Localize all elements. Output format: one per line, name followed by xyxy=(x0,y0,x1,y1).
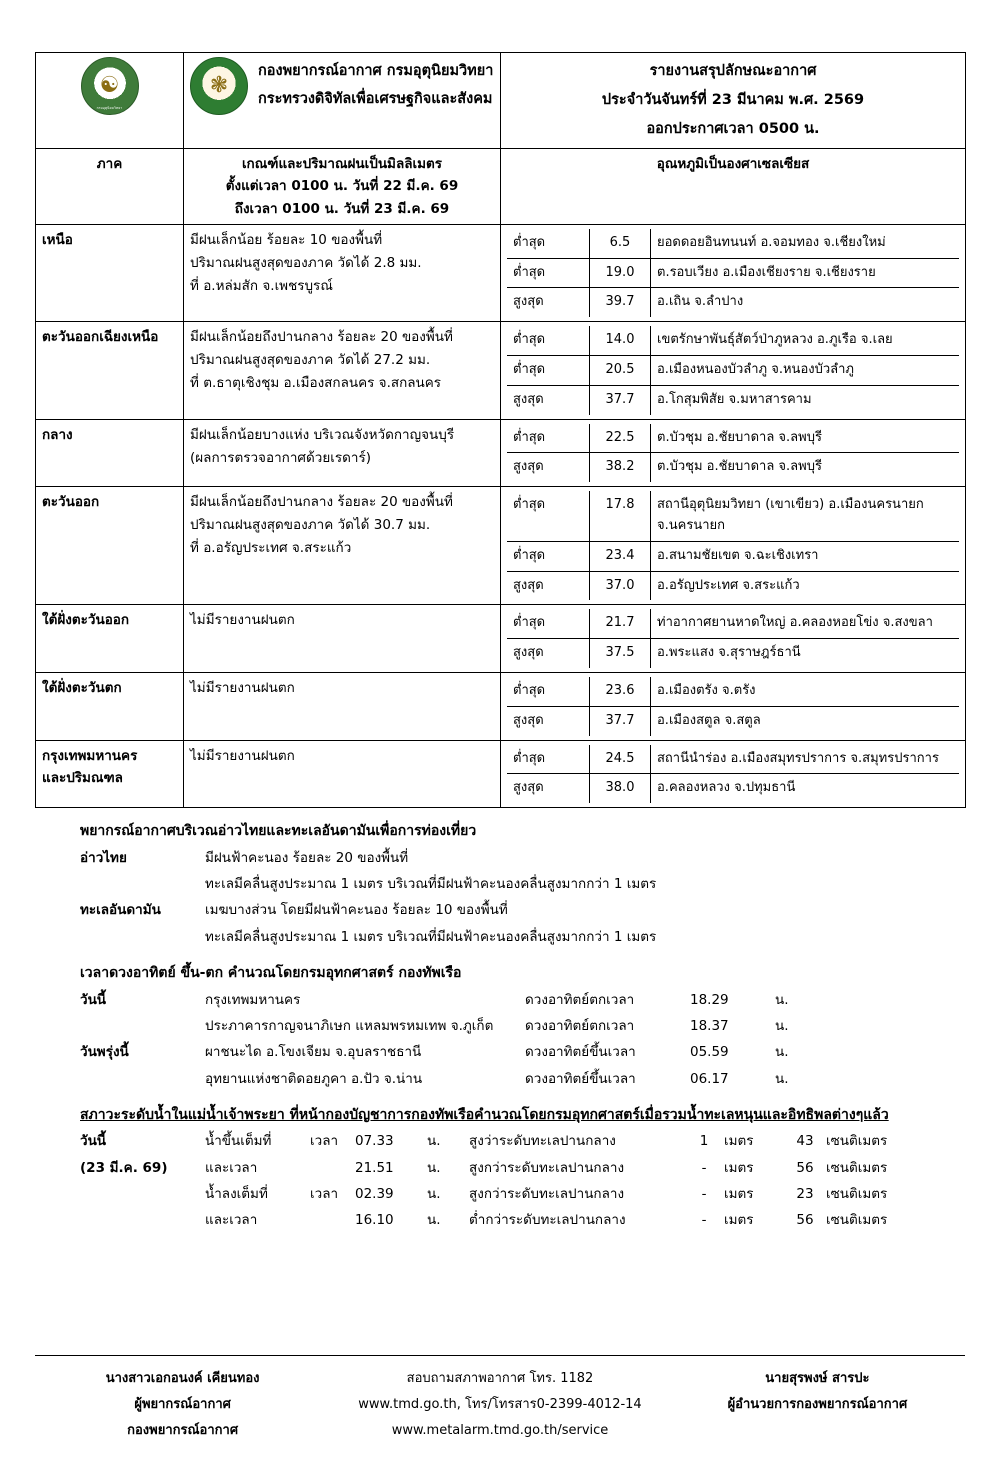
marine-item-andaman xyxy=(80,897,965,950)
footer-director-role: ผู้อำนวยการกองพยากรณ์อากาศ xyxy=(727,1397,908,1412)
temperature-row xyxy=(507,288,959,317)
tide-section xyxy=(80,1102,965,1234)
tide-rows xyxy=(80,1128,965,1233)
tide-comparison: สูงกว่าระดับทะเลปานกลาง xyxy=(469,1159,625,1176)
footer-service-link[interactable]: www.metalarm.tmd.go.th/service xyxy=(391,1423,609,1438)
tide-time-unit: น. xyxy=(427,1212,441,1229)
col-head-rain-l2: ตั้งแต่เวลา 0100 น. วันที่ 22 มี.ค. 69 xyxy=(225,178,459,195)
tide-event: น้ำลงเต็มที่ xyxy=(205,1186,268,1203)
sun-day-label xyxy=(80,1013,205,1039)
tide-day-label: (23 มี.ค. 69) xyxy=(80,1159,168,1176)
marine-andaman-line-1: เมฆบางส่วน โดยมีฝนฟ้าคะนอง ร้อยละ 10 ของพื้นที่ xyxy=(205,902,508,919)
temperature-value: 37.7 xyxy=(590,706,651,735)
footer-website[interactable]: www.tmd.go.th, โทร/โทรสาร0-2399-4012-14 xyxy=(358,1397,642,1412)
temperature-row xyxy=(507,424,959,453)
temperature-row xyxy=(507,385,959,414)
temperature-location: ต.รอบเวียง อ.เมืองเชียงราย จ.เชียงราย xyxy=(651,258,960,288)
sun-day-label: วันนี้ xyxy=(80,991,107,1008)
temperature-value: 37.7 xyxy=(590,385,651,414)
temperature-row xyxy=(507,326,959,355)
temperature-group xyxy=(501,672,966,740)
region-name: ตะวันออกเฉียงเหนือ xyxy=(36,322,184,419)
temperature-location: อ.คลองหลวง จ.ปทุมธานี xyxy=(651,774,960,803)
sun-row xyxy=(80,1066,965,1092)
temperature-row xyxy=(507,491,959,541)
footer-left xyxy=(35,1366,330,1444)
temperature-label: ต่ำสุด xyxy=(507,745,590,774)
tide-time: 16.10 xyxy=(355,1212,394,1229)
temperature-label: ต่ำสุด xyxy=(507,491,590,541)
temperature-value: 17.8 xyxy=(590,491,651,541)
marine-label-gulf: อ่าวไทย xyxy=(80,849,127,866)
tide-at-label xyxy=(310,1155,355,1181)
tide-day-label: วันนี้ xyxy=(80,1133,107,1150)
temperature-label: ต่ำสุด xyxy=(507,326,590,355)
footer-forecaster-name: นางสาวเอกอนงค์ เคียนทอง xyxy=(105,1371,260,1386)
temperature-value: 21.7 xyxy=(590,609,651,638)
sun-day-label xyxy=(80,1066,205,1092)
temperature-value: 38.2 xyxy=(590,453,651,482)
sun-row xyxy=(80,1013,965,1039)
col-head-region: ภาค xyxy=(36,149,184,225)
temperature-value: 6.5 xyxy=(590,229,651,258)
sun-row xyxy=(80,1039,965,1065)
temperature-row xyxy=(507,258,959,288)
rain-description: มีฝนเล็กน้อยถึงปานกลาง ร้อยละ 20 ของพื้นที่ ปริมาณฝนสูงสุดของภาค วัดได้ 30.7 มม. ที่ อ.อรัญประเทศ จ.สระแก้ว xyxy=(184,487,501,605)
temperature-value: 23.4 xyxy=(590,541,651,571)
marine-label-andaman: ทะเลอันดามัน xyxy=(80,902,161,919)
tide-meters-unit: เมตร xyxy=(724,1133,754,1150)
footer-right xyxy=(670,1366,965,1444)
tide-meters: 1 xyxy=(699,1133,709,1150)
temperature-value: 37.5 xyxy=(590,639,651,668)
ministry-seal-icon xyxy=(190,57,248,115)
footer-forecaster-dept: กองพยากรณ์อากาศ xyxy=(127,1423,239,1438)
table-row xyxy=(36,322,966,419)
tide-centimeters-unit: เซนติเมตร xyxy=(826,1186,888,1203)
temperature-label: สูงสุด xyxy=(507,639,590,668)
tide-time: 21.51 xyxy=(355,1159,394,1176)
temperature-label: สูงสุด xyxy=(507,706,590,735)
sun-time-unit: น. xyxy=(775,1070,789,1087)
temperature-location: สถานีนำร่อง อ.เมืองสมุทรปราการ จ.สมุทรปราการ xyxy=(651,745,960,774)
tide-time-unit: น. xyxy=(427,1186,441,1203)
col-head-rain xyxy=(184,149,501,225)
tide-at-label: เวลา xyxy=(310,1133,339,1150)
tide-time-unit: น. xyxy=(427,1159,441,1176)
tide-comparison: ต่ำกว่าระดับทะเลปานกลาง xyxy=(469,1212,626,1229)
temperature-value: 37.0 xyxy=(590,571,651,600)
rain-description: ไม่มีรายงานฝนตก xyxy=(184,605,501,673)
tide-time: 02.39 xyxy=(355,1186,394,1203)
seal-emblem-icon: ☯ xyxy=(99,73,120,98)
report-issue-time: ออกประกาศเวลา 0500 น. xyxy=(646,121,820,137)
region-name: ใต้ฝั่งตะวันตก xyxy=(36,672,184,740)
temperature-label: ต่ำสุด xyxy=(507,541,590,571)
temperature-group xyxy=(501,487,966,605)
sun-section xyxy=(80,960,965,1092)
rain-description: ไม่มีรายงานฝนตก xyxy=(184,672,501,740)
temperature-location: อ.เถิน จ.ลำปาง xyxy=(651,288,960,317)
footer-phone: สอบถามสภาพอากาศ โทร. 1182 xyxy=(406,1371,594,1386)
temperature-location: อ.พระแสง จ.สุราษฎร์ธานี xyxy=(651,639,960,668)
temperature-label: ต่ำสุด xyxy=(507,355,590,385)
tide-centimeters: 23 xyxy=(796,1186,814,1203)
report-title-cell xyxy=(501,53,966,149)
rain-description: มีฝนเล็กน้อยถึงปานกลาง ร้อยละ 20 ของพื้นที่ ปริมาณฝนสูงสุดของภาค วัดได้ 27.2 มม. ที่ ต.ธาตุเชิงชุม อ.เมืองสกลนคร จ.สกลนคร xyxy=(184,322,501,419)
weather-report-page xyxy=(0,52,1000,1466)
sun-time-value: 06.17 xyxy=(690,1070,729,1087)
tide-day-label xyxy=(80,1181,205,1207)
table-row xyxy=(36,487,966,605)
tide-meters-unit: เมตร xyxy=(724,1159,754,1176)
temperature-value: 20.5 xyxy=(590,355,651,385)
temperature-value: 38.0 xyxy=(590,774,651,803)
temperature-label: ต่ำสุด xyxy=(507,424,590,453)
temperature-row xyxy=(507,677,959,706)
footer-director-name: นายสุรพงษ์ สารปะ xyxy=(765,1371,870,1386)
temperature-location: ยอดดอยอินทนนท์ อ.จอมทอง จ.เชียงใหม่ xyxy=(651,229,960,258)
col-head-rain-l3: ถึงเวลา 0100 น. วันที่ 23 มี.ค. 69 xyxy=(234,200,450,217)
tide-centimeters: 43 xyxy=(796,1133,814,1150)
table-row xyxy=(36,224,966,321)
tide-event: และเวลา xyxy=(205,1212,258,1229)
region-name: เหนือ xyxy=(36,224,184,321)
seal-ring-text: กรมอุตุนิยมวิทยา xyxy=(96,106,123,110)
rain-description: ไม่มีรายงานฝนตก xyxy=(184,740,501,808)
sun-event-label: ดวงอาทิตย์ขึ้นเวลา xyxy=(525,1070,636,1087)
sun-title: เวลาดวงอาทิตย์ ขึ้น-ตก คำนวณโดยกรมอุทกศาสตร์ กองทัพเรือ xyxy=(80,964,462,981)
temperature-label: สูงสุด xyxy=(507,774,590,803)
temperature-row xyxy=(507,609,959,638)
temperature-group xyxy=(501,419,966,487)
temperature-value: 23.6 xyxy=(590,677,651,706)
tide-comparison: สูงว่าระดับทะเลปานกลาง xyxy=(469,1133,616,1150)
temperature-location: สถานีอุตุนิยมวิทยา (เขาเขียว) อ.เมืองนครนายก จ.นครนายก xyxy=(651,491,960,541)
logo-cell xyxy=(36,53,184,149)
table-row xyxy=(36,672,966,740)
tide-centimeters-unit: เซนติเมตร xyxy=(826,1212,888,1229)
org-line-2: กระทรวงดิจิทัลเพื่อเศรษฐกิจและสังคม xyxy=(258,91,493,107)
organization-cell xyxy=(184,53,501,149)
temperature-group xyxy=(501,605,966,673)
region-name: ตะวันออก xyxy=(36,487,184,605)
temperature-location: อ.อรัญประเทศ จ.สระแก้ว xyxy=(651,571,960,600)
report-date: ประจำวันจันทร์ที่ 23 มีนาคม พ.ศ. 2569 xyxy=(601,92,865,108)
sun-location: กรุงเทพมหานคร xyxy=(205,991,301,1008)
temperature-value: 24.5 xyxy=(590,745,651,774)
marine-andaman-line-2: ทะเลมีคลื่นสูงประมาณ 1 เมตร บริเวณที่มีฝนฟ้าคะนองคลื่นสูงมากกว่า 1 เมตร xyxy=(205,928,657,945)
tide-at-label: เวลา xyxy=(310,1186,339,1203)
marine-item-gulf xyxy=(80,845,965,898)
column-header-row xyxy=(36,149,966,225)
tide-title: สภาวะระดับน้ำในแม่น้ำเจ้าพระยา ที่หน้ากองบัญชาการกองทัพเรือคำนวณโดยกรมอุทกศาสตร์เมื่อรวมน้ำทะเลหนุนและอิทธิพลต่างๆแล้ว xyxy=(80,1106,889,1123)
sun-location: อุทยานแห่งชาติดอยภูคา อ.ปัว จ.น่าน xyxy=(205,1070,423,1087)
sun-location: ผาชนะได อ.โขงเจียม จ.อุบลราชธานี xyxy=(205,1044,422,1061)
marine-section xyxy=(80,818,965,950)
temperature-value: 19.0 xyxy=(590,258,651,288)
region-name: ใต้ฝั่งตะวันออก xyxy=(36,605,184,673)
footer-forecaster-role: ผู้พยากรณ์อากาศ xyxy=(134,1397,231,1412)
tide-row xyxy=(80,1181,965,1207)
region-name: กลาง xyxy=(36,419,184,487)
temperature-value: 22.5 xyxy=(590,424,651,453)
temperature-label: สูงสุด xyxy=(507,571,590,600)
temperature-location: ต.บัวชุม อ.ชัยบาดาล จ.ลพบุรี xyxy=(651,453,960,482)
tide-meters: - xyxy=(701,1186,707,1203)
temperature-label: ต่ำสุด xyxy=(507,677,590,706)
tide-row xyxy=(80,1207,965,1233)
tide-meters-unit: เมตร xyxy=(724,1212,754,1229)
tide-centimeters-unit: เซนติเมตร xyxy=(826,1133,888,1150)
temperature-location: อ.โกสุมพิสัย จ.มหาสารคาม xyxy=(651,385,960,414)
tide-meters-unit: เมตร xyxy=(724,1186,754,1203)
temperature-value: 39.7 xyxy=(590,288,651,317)
summary-table xyxy=(35,52,966,808)
sun-time-value: 18.29 xyxy=(690,991,729,1008)
sun-row xyxy=(80,987,965,1013)
page-footer xyxy=(35,1355,965,1444)
temperature-group xyxy=(501,322,966,419)
footer-middle xyxy=(330,1366,670,1444)
marine-spacer-1 xyxy=(80,871,205,897)
region-name: กรุงเทพมหานคร และปริมณฑล xyxy=(36,740,184,808)
rain-description: มีฝนเล็กน้อย ร้อยละ 10 ของพื้นที่ ปริมาณฝนสูงสุดของภาค วัดได้ 2.8 มม. ที่ อ.หล่มสัก จ.เพชรบูรณ์ xyxy=(184,224,501,321)
temperature-location: เขตรักษาพันธุ์สัตว์ป่าภูหลวง อ.ภูเรือ จ.เลย xyxy=(651,326,960,355)
sun-time-unit: น. xyxy=(775,1017,789,1034)
table-header-row xyxy=(36,53,966,149)
temperature-row xyxy=(507,774,959,803)
tide-meters: - xyxy=(701,1212,707,1229)
tide-time-unit: น. xyxy=(427,1133,441,1150)
tide-comparison: สูงกว่าระดับทะเลปานกลาง xyxy=(469,1186,625,1203)
table-row xyxy=(36,605,966,673)
sun-time-value: 05.59 xyxy=(690,1044,729,1061)
sun-time-unit: น. xyxy=(775,991,789,1008)
col-head-temp: อุณหภูมิเป็นองศาเซลเซียส xyxy=(501,149,966,225)
org-line-1: กองพยากรณ์อากาศ กรมอุตุนิยมวิทยา xyxy=(258,63,494,80)
temperature-label: ต่ำสุด xyxy=(507,258,590,288)
tide-day-label xyxy=(80,1207,205,1233)
tide-centimeters-unit: เซนติเมตร xyxy=(826,1159,888,1176)
temperature-row xyxy=(507,541,959,571)
sun-event-label: ดวงอาทิตย์ขึ้นเวลา xyxy=(525,1044,636,1061)
temperature-label: สูงสุด xyxy=(507,453,590,482)
temperature-location: อ.สนามชัยเขต จ.ฉะเชิงเทรา xyxy=(651,541,960,571)
marine-gulf-line-1: มีฝนฟ้าคะนอง ร้อยละ 20 ของพื้นที่ xyxy=(205,849,409,866)
sun-time-value: 18.37 xyxy=(690,1017,729,1034)
tmd-seal-icon xyxy=(81,57,139,115)
rain-description: มีฝนเล็กน้อยบางแห่ง บริเวณจังหวัดกาญจนบุรี (ผลการตรวจอากาศด้วยเรดาร์) xyxy=(184,419,501,487)
sun-event-label: ดวงอาทิตย์ตกเวลา xyxy=(525,1017,635,1034)
temperature-group xyxy=(501,224,966,321)
marine-title: พยากรณ์อากาศบริเวณอ่าวไทยและทะเลอันดามันเพื่อการท่องเที่ยว xyxy=(80,823,477,840)
temperature-row xyxy=(507,706,959,735)
sun-event-label: ดวงอาทิตย์ตกเวลา xyxy=(525,991,635,1008)
temperature-row xyxy=(507,453,959,482)
temperature-row xyxy=(507,639,959,668)
tide-event: น้ำขึ้นเต็มที่ xyxy=(205,1133,272,1150)
temperature-row xyxy=(507,571,959,600)
temperature-location: อ.เมืองหนองบัวลำภู จ.หนองบัวลำภู xyxy=(651,355,960,385)
sun-location: ประภาคารกาญจนาภิเษก แหลมพรหมเทพ จ.ภูเก็ต xyxy=(205,1017,494,1034)
col-head-rain-l1: เกณฑ์และปริมาณฝนเป็นมิลลิเมตร xyxy=(241,156,443,172)
tide-time: 07.33 xyxy=(355,1133,394,1150)
sun-day-label: วันพรุ่งนี้ xyxy=(80,1044,129,1061)
temperature-row xyxy=(507,355,959,385)
temperature-location: ท่าอากาศยานหาดใหญ่ อ.คลองหอยโข่ง จ.สงขลา xyxy=(651,609,960,638)
tide-centimeters: 56 xyxy=(796,1212,814,1229)
tide-centimeters: 56 xyxy=(796,1159,814,1176)
temperature-location: ต.บัวชุม อ.ชัยบาดาล จ.ลพบุรี xyxy=(651,424,960,453)
tide-meters: - xyxy=(701,1159,707,1176)
temperature-location: อ.เมืองตรัง จ.ตรัง xyxy=(651,677,960,706)
temperature-label: ต่ำสุด xyxy=(507,609,590,638)
temperature-label: สูงสุด xyxy=(507,385,590,414)
temperature-row xyxy=(507,745,959,774)
sun-time-unit: น. xyxy=(775,1044,789,1061)
tide-row xyxy=(80,1128,965,1154)
temperature-value: 14.0 xyxy=(590,326,651,355)
marine-gulf-line-2: ทะเลมีคลื่นสูงประมาณ 1 เมตร บริเวณที่มีฝนฟ้าคะนองคลื่นสูงมากกว่า 1 เมตร xyxy=(205,876,657,893)
tide-event: และเวลา xyxy=(205,1159,258,1176)
temperature-group xyxy=(501,740,966,808)
temperature-row xyxy=(507,229,959,258)
temperature-location: อ.เมืองสตูล จ.สตูล xyxy=(651,706,960,735)
temperature-label: ต่ำสุด xyxy=(507,229,590,258)
tide-at-label xyxy=(310,1207,355,1233)
marine-spacer-2 xyxy=(80,924,205,950)
report-title: รายงานสรุปลักษณะอากาศ xyxy=(649,63,817,79)
sun-rows xyxy=(80,987,965,1092)
temperature-label: สูงสุด xyxy=(507,288,590,317)
table-row xyxy=(36,740,966,808)
ministry-emblem-icon: ❃ xyxy=(209,73,229,98)
tide-row xyxy=(80,1155,965,1181)
table-row xyxy=(36,419,966,487)
